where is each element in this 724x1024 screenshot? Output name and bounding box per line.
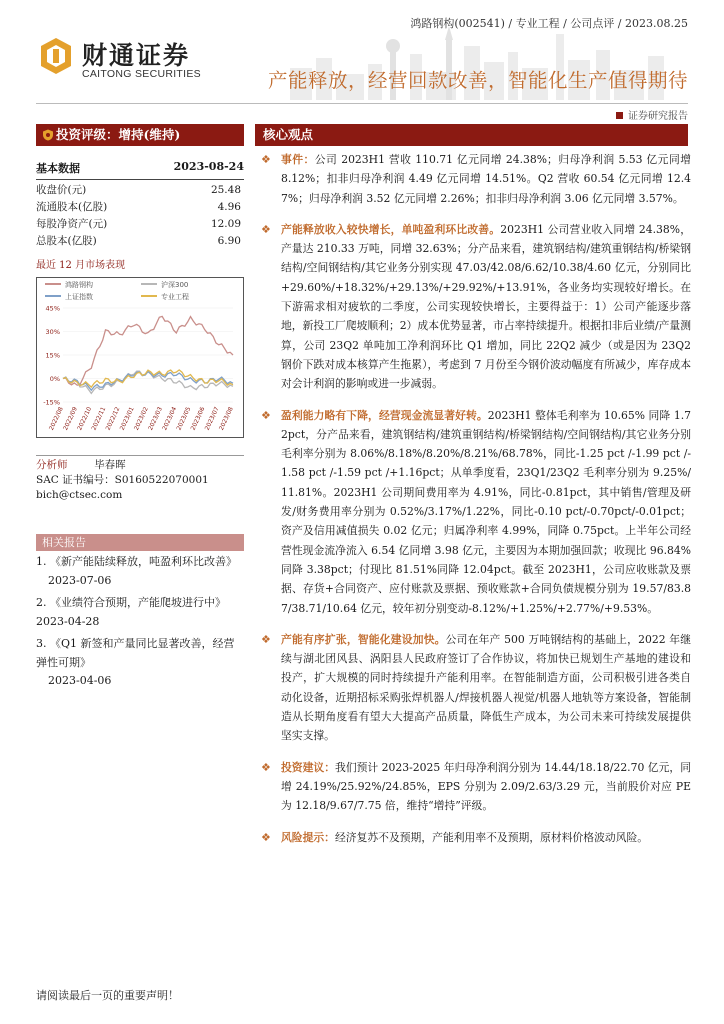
market-performance-chart [36,277,244,438]
diamond-bullet-icon: ❖ [261,153,271,166]
x-tick-label: 2022/11 [90,405,108,432]
caitong-logo-icon [38,36,74,76]
legend-label: 鸿路钢构 [65,281,93,289]
core-point-head: 投资建议： [281,760,336,774]
y-tick-label: 0% [49,375,60,383]
related-report-date: 2023-04-06 [48,674,112,687]
core-point-head: 盈利能力略有下降，经营现金流显著好转。 [281,408,488,422]
analyst-sac: SAC 证书编号：S0160522070001 [36,474,209,486]
related-report-title: 3. 《Q1 新签和产量同比显著改善，经营弹性可期》 [36,637,235,669]
core-point-body: 公司在年产 500 万吨钢结构的基础上，2022 年继续与湖北团风县、涡阳县人民政府签订了合作协议，将加快已规划生产基地的建设和投产，扩大规模的同时持续提升产能利用率。在智能制造方面，公司积极引进各类自动化设备，近期招标采购张焊机器人/焊接机器人视觉/机器人地轨等方案设备，智能制造从长期角度看有望大大提高产品质量，降低生产成本，为公司未来可持续发展提供坚实支撑。 [281,632,691,743]
analyst-divider [36,455,244,456]
core-point-head: 事件： [281,153,315,166]
basic-row-value: 25.48 [210,184,241,196]
related-report-title: 2. 《业绩符合预期，产能爬坡进行中》 [36,596,226,609]
x-tick-label: 2023/01 [118,405,136,432]
related-report-item[interactable] [36,594,244,631]
related-report-date: 2023-04-28 [36,614,100,628]
basic-row-label: 每股净资产(元) [36,218,108,230]
diamond-bullet-icon: ❖ [261,830,271,844]
basic-data-row [36,233,244,250]
core-title: 核心观点 [255,124,688,146]
related-report-title: 1. 《新产能陆续释放，吨盈利环比改善》 [36,555,237,568]
x-tick-label: 2023/04 [161,405,179,432]
basic-data-row [36,199,244,216]
report-meta: 鸿路钢构(002541) / 专业工程 / 公司点评 / 2023.08.25 [410,17,688,30]
y-tick-label: -15% [43,398,60,407]
related-reports-list [36,553,244,695]
related-report-date: 2023-07-06 [48,573,112,587]
series-line [63,316,233,385]
basic-data-title: 基本数据 [36,162,80,175]
x-tick-label: 2022/10 [76,405,94,432]
report-type [616,107,688,122]
x-tick-label: 2023/07 [203,405,221,432]
core-point [255,758,691,816]
x-tick-label: 2022/09 [62,405,79,432]
shield-icon [42,129,54,141]
core-point [255,406,691,618]
x-tick-label: 2022/08 [47,405,65,432]
related-report-item[interactable] [36,553,244,590]
core-point-body: 2023H1 公司营业收入同增 24.38%，产量达 210.33 万吨，同增 32.63%；分产品来看，建筑钢结构/建筑重钢结构/桥梁钢结构/空间钢结构/其它业务分别实现 47.03/42.08/6.62/10.38/4.60 亿元，分别同比+29.60%/+18.32%/+29.13%/+29.92%/+13.91%，各业务均实现较好增长。在下游需求相对疲软的二季度，公司实现较快增长，主要得益于：1）公司产能逐步落地，新投工厂爬坡顺利；2）成本优势显著，市占率持续提升。根据扣非后业绩/产量测算，公司 23Q2 单吨加工净利润环比 Q1 增加，同比 22Q2 减少（或是因为 23Q2 钢价下跌对成本核算产生拖累），考虑到 7 月份至今钢价波动幅度有所减少，库存成本对会计利润的影响或进一步减弱。 [281,222,692,391]
chart-canvas [37,278,243,437]
x-tick-label: 2023/06 [189,405,207,432]
x-tick-label: 2023/03 [147,405,164,432]
y-tick-label: 15% [45,351,60,360]
brand-name-en: CAITONG SECURITIES [82,68,201,80]
header-divider [36,103,688,104]
y-tick-label: 30% [45,328,60,336]
core-point-body: 经济复苏不及预期，产能利用率不及预期，原材料价格波动风险。 [334,830,649,844]
basic-data-table [36,160,244,271]
basic-data-row [36,216,244,233]
core-point-head: 产能释放收入较快增长，单吨盈利环比改善。 [281,222,501,236]
core-point-body: 我们预计 2023-2025 年归母净利润分别为 14.44/18.18/22.70 亿元，同增 24.19%/25.92%/24.85%，EPS 分别为 2.09/2.63/3.29 元，当前股价对应 PE 为 12.18/9.67/7.75 倍，维持“增持”评级。 [281,760,691,813]
basic-row-value: 4.96 [217,201,241,213]
core-points [255,150,691,859]
diamond-bullet-icon: ❖ [261,632,271,646]
analyst-name: 毕春晖 [94,459,126,471]
core-point-head: 产能有序扩张，智能化建设加快。 [281,632,446,646]
related-reports-title: 相关报告 [36,534,244,551]
square-bullet-icon [616,112,623,119]
analyst-email[interactable]: bich@ctsec.com [36,489,123,501]
related-report-item[interactable] [36,635,244,691]
rating-bar [36,124,244,146]
basic-row-value: 6.90 [217,235,241,247]
analyst-block [36,458,244,503]
core-point-head: 风险提示： [281,830,335,844]
brand-name-cn: 财通证券 [82,41,191,70]
x-tick-label: 2023/05 [175,405,193,432]
core-point-body: 2023H1 整体毛利率为 10.65% 同降 1.72pct，分产品来看，建筑钢结构/建筑重钢结构/桥梁钢结构/空间钢结构/其它业务分别毛利率分别为 8.06%/8.18%/8.20%/8.21%/68.78%，同比-1.25 pct /-1.99 pct /-1.58 pct /-1.59 pct /+1.16pct；从单季度看，23Q1/23Q2 毛利率分别为 9.25%/11.81%。2023H1 公司期间费用率为 4.91%，同比-0.81pct，其中销售/管理及研发/财务费用率分别为 0.52%/3.17%/1.22%，同比-0.10 pct/-0.70pct/-0.01pct；资产及信用减值损失 0.02 亿元；归属净利率 4.99%，同降 0.75pct。上半年公司经营性现金流净流入 6.54 亿同增 3.98 亿元，主要因为本期加强回款；收现比 96.84%同降 3.38pct；付现比 81.51%同降 12.04pct。截至 2023H1，公司应收账款及票据、存货+合同资产、应付账款及票据、预收账款+合同负债规模分别为 19.57/83.87/38.71/10.64 亿元，较年初分别变动-8.12%/+1.25%/+2.77%/+9.53%。 [281,408,691,615]
rating-label: 投资评级：增持(维持) [56,127,181,142]
basic-data-date: 2023-08-24 [173,160,244,173]
diamond-bullet-icon: ❖ [261,222,271,236]
core-point [255,630,691,746]
core-point [255,150,691,208]
basic-data-header [36,160,244,180]
basic-row-label: 总股本(亿股) [36,235,97,247]
basic-row-value: 12.09 [210,218,241,230]
legend-label: 专业工程 [161,293,189,301]
diamond-bullet-icon: ❖ [261,408,271,422]
core-point [255,220,691,394]
basic-data-row [36,182,244,199]
y-tick-label: 45% [45,304,60,313]
analyst-role: 分析师 [36,459,68,471]
caitong-logo [38,34,218,84]
legend-label: 上证指数 [65,293,93,301]
analyst-line [36,458,244,473]
legend-label: 沪深300 [161,281,189,289]
core-point [255,828,691,847]
disclaimer: 请阅读最后一页的重要声明！ [36,989,179,1002]
report-type-label: 证券研究报告 [628,111,688,122]
diamond-bullet-icon: ❖ [261,760,271,774]
core-point-body: 公司 2023H1 营收 110.71 亿元同增 24.38%；归母净利润 5.53 亿元同增 8.12%；扣非归母净利润 4.49 亿元同增 14.51%。Q2 营收 60.54 亿元同增 12.47%；归母净利润 3.52 亿元同增 2.26%；扣非归母净利润 3.06 亿元同增 3.57%。 [281,153,691,205]
x-tick-label: 2022/12 [104,405,122,432]
report-title: 产能释放，经营回款改善，智能化生产值得期待 [267,69,688,92]
x-tick-label: 2023/02 [132,405,150,432]
x-tick-label: 2023/08 [217,405,235,432]
chart-caption: 最近 12 月市场表现 [36,260,126,271]
basic-row-label: 流通股本(亿股) [36,201,108,213]
basic-row-label: 收盘价(元) [36,184,87,196]
